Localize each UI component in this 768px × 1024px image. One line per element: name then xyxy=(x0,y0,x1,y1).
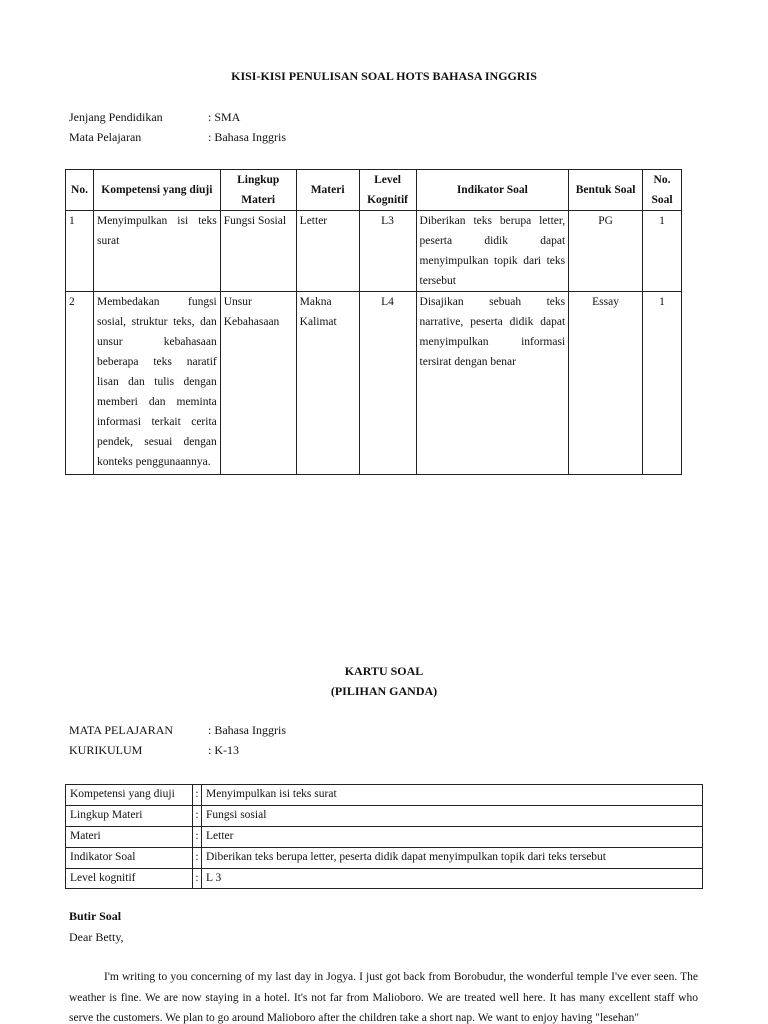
kisi-meta-mapel-value: : Bahasa Inggris xyxy=(208,130,286,144)
cell-bentuk: PG xyxy=(569,211,643,292)
kartu-label: Kompetensi yang diuji xyxy=(66,785,193,806)
kartu-label: Lingkup Materi xyxy=(66,806,193,827)
kisi-meta-jenjang-label: Jenjang Pendidikan xyxy=(69,110,163,124)
header-lingkup-line2: Materi xyxy=(241,194,276,206)
cell-kompetensi: Membedakan fungsi sosial, struktur teks, dan unsur kebahasaan beberapa teks naratif lisan dan tulis dengan memberi dan meminta informasi terkait cerita pendek, sesuai dengan konteks penggunaannya. xyxy=(93,292,220,475)
cell-indikator: Diberikan teks berupa letter, peserta didik dapat menyimpulkan topik dari teks tersebut xyxy=(416,211,569,292)
table-row xyxy=(66,869,703,889)
kartu-value: L 3 xyxy=(202,869,703,889)
table-row xyxy=(66,292,682,475)
kisi-title: KISI-KISI PENULISAN SOAL HOTS BAHASA INGGRIS xyxy=(231,69,537,83)
kartu-title: KARTU SOAL xyxy=(344,664,424,678)
kartu-colon: : xyxy=(193,869,202,889)
table-row xyxy=(66,806,703,827)
kartu-colon: : xyxy=(193,785,202,806)
header-level-line1: Level xyxy=(374,174,401,186)
table-row xyxy=(66,211,682,292)
kartu-value: Fungsi sosial xyxy=(202,806,703,827)
cell-level: L4 xyxy=(359,292,416,475)
header-lingkup-line1: Lingkup xyxy=(237,174,280,186)
letter-greeting: Dear Betty, xyxy=(69,930,124,944)
header-level-line2: Kognitif xyxy=(367,194,408,206)
table-row xyxy=(66,785,703,806)
kartu-colon: : xyxy=(193,848,202,869)
header-kompetensi: Kompetensi yang diuji xyxy=(93,170,220,211)
kartu-colon: : xyxy=(193,806,202,827)
cell-no: 2 xyxy=(66,292,94,475)
kartu-value: Diberikan teks berupa letter, peserta didik dapat menyimpulkan topik dari teks tersebut xyxy=(202,848,703,869)
cell-indikator: Disajikan sebuah teks narrative, peserta didik dapat menyimpulkan informasi tersirat dengan benar xyxy=(416,292,569,475)
kartu-label: Level kognitif xyxy=(66,869,193,889)
cell-lingkup: Fungsi Sosial xyxy=(220,211,296,292)
table-row xyxy=(66,827,703,848)
header-indikator: Indikator Soal xyxy=(416,170,569,211)
header-bentuk: Bentuk Soal xyxy=(569,170,643,211)
kisi-meta-mapel-label: Mata Pelajaran xyxy=(69,130,142,144)
cell-nosoal: 1 xyxy=(643,211,682,292)
header-nosoal-line1: No. xyxy=(653,174,671,186)
cell-nosoal: 1 xyxy=(643,292,682,475)
kartu-label: Materi xyxy=(66,827,193,848)
cell-no: 1 xyxy=(66,211,94,292)
cell-materi: Makna Kalimat xyxy=(296,292,359,475)
letter-paragraph: I'm writing to you concerning of my last day in Jogya. I just got back from Borobudur, the wonderful temple I've ever seen. The weather is fine. We are now staying in a hotel. It's not far from Malioboro. We are treated well here. It has many excellent staff who serve the customers. We plan to go around Malioboro after the children take a short nap. We want to enjoy having "lesehan" xyxy=(69,971,698,1024)
butir-soal-heading: Butir Soal xyxy=(69,909,122,923)
cell-kompetensi: Menyimpulkan isi teks surat xyxy=(93,211,220,292)
kartu-value: Menyimpulkan isi teks surat xyxy=(202,785,703,806)
kartu-colon: : xyxy=(193,827,202,848)
kartu-subtitle: (PILIHAN GANDA) xyxy=(330,684,438,698)
header-no: No. xyxy=(66,170,94,211)
cell-materi: Letter xyxy=(296,211,359,292)
kartu-meta-mapel-value: : Bahasa Inggris xyxy=(208,723,286,737)
kartu-meta-kurikulum-value: : K-13 xyxy=(208,743,239,757)
cell-bentuk: Essay xyxy=(569,292,643,475)
kisi-header-row xyxy=(66,170,682,211)
kisi-meta-jenjang-value: : SMA xyxy=(208,110,241,124)
header-materi: Materi xyxy=(296,170,359,211)
cell-level: L3 xyxy=(359,211,416,292)
header-nosoal xyxy=(643,170,682,211)
kisi-table xyxy=(65,169,682,475)
kartu-table xyxy=(65,784,703,889)
header-lingkup xyxy=(220,170,296,211)
kartu-value: Letter xyxy=(202,827,703,848)
cell-lingkup: Unsur Kebahasaan xyxy=(220,292,296,475)
header-level xyxy=(359,170,416,211)
kartu-label: Indikator Soal xyxy=(66,848,193,869)
table-row xyxy=(66,848,703,869)
kartu-meta-mapel-label: MATA PELAJARAN xyxy=(69,723,174,737)
kartu-meta-kurikulum-label: KURIKULUM xyxy=(69,743,143,757)
header-nosoal-line2: Soal xyxy=(651,194,673,206)
